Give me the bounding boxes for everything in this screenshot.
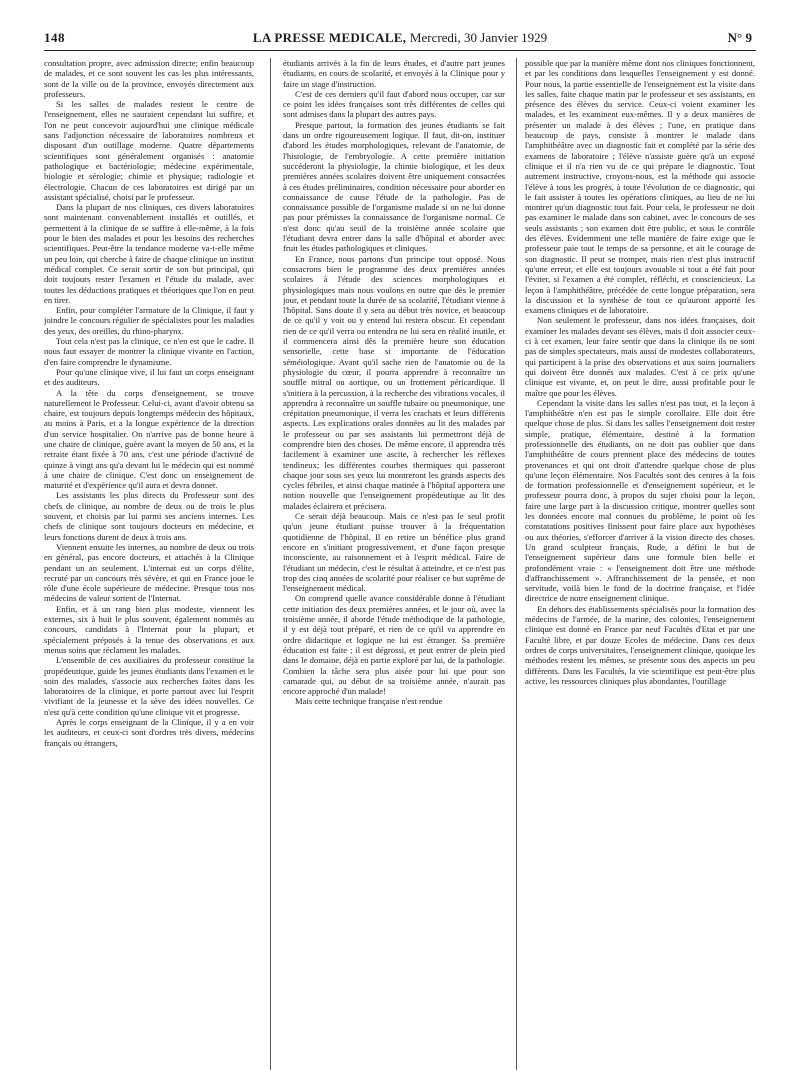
running-header [0, 30, 800, 46]
paragraph: possible que par la manière même dont nos cliniques fonctionnent, et par les conditions dans lesquelles l'enseignement y est donné. Pour nous, la partie essentielle de l'enseignement est la visite dans les salles, faite chaque matin par le professeur et ses assistants, en présence des élèves du service. Ceux-ci voient examiner les malades, et les examinent eux-mêmes. Il y a deux manières de présenter un malade à des élèves ; l'une, en pratique dans beaucoup de pays, consiste à montrer le malade dans l'amphithéâtre avec un diagnostic fait et complété par la série des examens de laboratoire ; l'élève n'assiste guère qu'à un exposé clinique et il n'a rien vu de ce qui prépare le diagnostic. Tout autrement instructive, croyons-nous, est la méthode qui associe l'élève à tous les progrès, à toute l'évolution de ce diagnostic, qui le fait assister à toutes les opérations cliniques, au lieu de ne lui montrer qu'un diagnostic tout fait. Pour cela, le professeur ne doit pas examiner le malade dans son cabinet, avec le concours de ses seuls assistants ; son examen doit être public, et sous le contrôle des élèves. Evidemment une telle manière de faire exige que le professeur paie tout le temps de sa personne, et ait le courage de son diagnostic. Il peut se tromper, mais rien n'est plus instructif qu'une erreur, et elle est toujours avouable si tout a été fait pour l'éviter, si l'examen a été complet, réfléchi, et consciencieux. La leçon à l'amphithéâtre, précédée de cette longue préparation, sera la discussion et la synthèse de tout ce qu'auront apporté les examens cliniques et de laboratoire. [525, 58, 755, 316]
paragraph: Pour qu'une clinique vive, il lui faut un corps enseignant et des auditeurs. [44, 366, 254, 388]
journal-title: LA PRESSE MEDICALE, [252, 30, 407, 45]
paragraph: Dans la plupart de nos cliniques, ces divers laboratoires sont maintenant convenablement installés et outillés, et permettent à la clinique de se suffire à elle-même, à la fois pour le bien des malades et pour les besoins des recherches scientifiques. Peut-être la tendance moderne va-t-elle même un peu loin, qui cherche à faire de chaque clinique un institut médical complet. Ce serait sortir de son but principal, qui doit toujours rester l'examen et l'étude du malade, avec toutes les déductions pratiques et théoriques que l'on en peut en tirer. [44, 202, 254, 305]
paragraph: Tout cela n'est pas la clinique, ce n'en est que le cadre. Il nous faut essayer de montrer la clinique vivante en l'action, d'en faire comprendre le dynamisme. [44, 336, 254, 367]
paragraph: En dehors des établissements spécialisés pour la formation des médecins de l'armée, de la marine, des colonies, l'enseignement clinique est donné en France par neuf Facultés d'Etat et par une Faculté libre, et par douze Ecoles de médecine. Dans ces deux ordres de corps universitaires, l'enseignement clinique, quoique les méthodes restent les mêmes, se présente sous des aspects un peu différents. Dans les Facultés, la vie scientifique est peut-être plus active, les ressources cliniques plus abondantes, l'outillage [525, 603, 755, 686]
paragraph: Si les salles de malades restent le centre de l'enseignement, elles ne sauraient cependant lui suffire, et l'on ne peut concevoir aujourd'hui une clinique médicale sans l'adjonction nécessaire de laboratoires nombreux et disposant d'un outillage moderne. Quatre départements scientifiques sont généralement organisés : anatomie pathologique et bactériologie; médecine expérimentale, biologie et sérologie; chimie et physique; radiologie et électrologie. Chacun de ces laboratoires est dirigé par un assistant spécialisé, choisi par le professeur. [44, 99, 254, 202]
header-rule [44, 50, 756, 51]
issue-number: N° 9 [727, 30, 752, 45]
column-divider [516, 58, 517, 1070]
text-column-3 [525, 58, 755, 1070]
paragraph: Enfin, pour compléter l'armature de la Clinique, il faut y joindre le concours régulier de spécialistes pour les maladies des yeux, des oreilles, du rhino-pharynx. [44, 305, 254, 336]
text-column-2 [283, 58, 505, 1070]
paragraph: étudiants arrivés à la fin de leurs études, et d'autre part jeunes étudiants, en cours de scolarité, et envoyés à la Clinique pour y faire un stage d'instruction. [283, 58, 505, 89]
paragraph: Les assistants les plus directs du Professeur sont des chefs de clinique, au nombre de deux ou de trois le plus souvent, et choisis par lui parmi ses anciens internes. Les chefs de clinique sont toujours docteurs en médecine, et leurs fonctions durent de deux à trois ans. [44, 490, 254, 542]
text-column-1 [44, 58, 254, 1070]
paragraph: L'ensemble de ces auxiliaires du professeur constitue la propédeutique, guide les jeunes étudiants dans l'examen et le soin des malades, s'associe aux recherches faites dans les laboratoires de la clinique, et porte partout avec lui l'esprit vivifiant de la jeunesse et la sève des idées nouvelles. Ce n'est qu'à cette condition qu'une clinique vit et progresse. [44, 655, 254, 717]
page-number: 148 [44, 30, 65, 45]
column-divider [270, 58, 271, 1070]
paragraph: Non seulement le professeur, dans nos idées françaises, doit examiner les malades devant ses élèves, mais il doit associer ceux-ci à cet examen, leur faire sentir que dans la clinique ils ne sont pas de simples spectateurs, mais aussi de modestes collaborateurs, qui participent à la prise des observations et aux soins journaliers qui doivent être donnés aux malades. C'est à ce prix qu'une clinique est vivante, et, on peut le dire, aussi profitable pour le maître que pour les élèves. [525, 315, 755, 398]
paragraph: Enfin, et à un rang bien plus modeste, viennent les externes, six à huit le plus souvent, également nommés au concours, candidats à l'Internat pour la plupart, et spécialement préposés à la tenue des observations et aux menus soins que réclament les malades. [44, 603, 254, 655]
paragraph: Presque partout, la formation des jeunes étudiants se fait dans un ordre rigoureusement logique. Il faut, dit-on, instituer d'abord les études morphologiques, relevant de l'anatomie, de l'histologie, de l'embryologie. A cette première initiation succéderont la physiologie, la chimie biologique, et les deux premières années scolaires doivent être uniquement consacrées à ces études préliminaires, condition nécessaire pour aborder en connaissance de cause l'étude de la pathologie. Pas de connaissance possible de l'organisme malade si on ne lui donne pas pour prémisses la connaissance de l'organisme normal. Ce n'est donc qu'au seuil de la troisième année scolaire que l'étudiant devra entrer dans la salle d'hôpital et aborder avec fruit les études pathologiques et cliniques. [283, 119, 505, 254]
paragraph: consultation propre, avec admission directe; enfin beaucoup de malades, et ce sont souvent les cas les plus intéressants, sont de la ville ou de la province, envoyés directement aux professeurs. [44, 58, 254, 99]
paragraph: Après le corps enseignant de la Clinique, il y a en voir les auditeurs, et ceux-ci sont d'ordres très divers, médecins français ou étrangers, [44, 717, 254, 748]
paragraph: Ce serait déjà beaucoup. Mais ce n'est pas le seul profit qu'un jeune étudiant puisse trouver à la fréquentation quotidienne de l'hôpital. Il en retire un bénéfice plus grand encore en s'initiant progressivement, et d'une façon presque inconsciente, au raisonnement et à l'esprit médical. Faire de l'étudiant un médecin, c'est le résultat à atteindre, et ce n'est pas trop des cinq années de scolarité pour réaliser ce but suprême de l'enseignement médical. [283, 511, 505, 594]
paragraph: C'est de ces derniers qu'il faut d'abord nous occuper, car sur ce point les idées françaises sont très différentes de celles qui sont admises dans la plupart des autres pays. [283, 88, 505, 120]
paragraph: Mais cette technique française n'est rendue [295, 696, 443, 707]
paragraph: A la tête du corps d'enseignement, se trouve naturellement le Professeur. Celui-ci, avant d'avoir obtenu sa chaire, est toujours depuis longtemps médecin des hôpitaux, au moins à Paris, et a la longue expérience de la direction d'un service hospitalier. On n'arrive pas de bonne heure à une chaire de clinique, guère avant la moyen de 50 ans, et la retraite étant fixée à 70 ans, c'est une période d'activité de quinze à vingt ans qu'a devant lui le médecin qui est nommé à une chaire de clinique. C'est donc un enseignement de maturité et d'expérience qu'il aura et devra donner. [44, 387, 254, 491]
paragraph: Cependant la visite dans les salles n'est pas tout, et la leçon à l'amphithéâtre n'en est pas le simple corollaire. Elle doit être quelque chose de plus. Si dans les salles l'enseignement doit rester simple, pratique, élémentaire, destiné à la formation professionnelle des étudiants, on ne doit pas oublier que dans l'amphithéâtre de cours prennent place des médecins de toutes provenances et qui ont droit d'attendre quelque chose de plus qu'une leçon élémentaire. Nos Facultés sont des centres à la fois de formation professionnelle et d'enseignement supérieur, et le professeur pourra donc, à propos du sujet choisi pour la leçon, faire une large part à la discussion critique, montrer quelles sont les données encore mal connues du problème, le point où les constatations positives finissent pour faire place aux hypothèses ou aux théories, s'efforcer d'arriver à la vision directe des choses. Un grand sculpteur français, Rude, a défini le but de l'enseignement supérieur dans une formule bien belle et profondément vraie : « l'enseignement doit être une méthode d'affranchissement ». Affranchissement de la pensée, et non servitude, voilà bien le fond de la doctrine française, et l'idée directrice de notre enseignement clinique. [525, 397, 755, 604]
paragraph: Viennent ensuite les internes, au nombre de deux ou trois en général, pas encore docteurs, et attachés à la Clinique pendant un an seulement. L'internat est un corps d'élite, recruté par un concours très sévère, et qui en France joue le rôle d'une école supérieure de médecine. Presque tous nos médecins de valeur sortent de l'Internat. [44, 541, 254, 604]
paragraph: En France, nous partons d'un principe tout opposé. Nous consacrons bien le programme des deux premières années scolaires à l'étude des sciences morphologiques et physiologiques mais nous voulons en outre que dès le premier jour, et pendant toute la durée de sa scolarité, l'étudiant vienne à l'hôpital. Sans doute il y sera au début très novice, et beaucoup de ce qu'il y voit ou y entend lui restera obscur. Et cependant rien de ce qu'il verra ou entendra ne lui sera en réalité inutile, et il commencera ainsi dès la première heure son éducation sensorielle, cette base si importante de l'éducation séméiologique. Avant qu'il sache rien de l'anatomie ou de la physiologie du cœur, il pourra apprendre à reconnaître un souffle mitral ou aortique, ou un frottement péricardique. Il s'initiera à la percussion, à la recherche des vibrations vocales, il apprendra à reconnaître un souffle tubaire ou pneumonique, une crépitation pneumonique, il verra les crachats et leurs différents aspects. Les explications orales données au lit des malades par le professeur ou par ses assistants lui permettront déjà de comprendre bien des choses. De même encore, il apprendra très facilement à examiner une ascite, à rechercher les réflexes tendineux; les différentes courbes thermiques qui passeront chaque jour sous ses yeux lui montreront les grands aspects des cycles fébriles, et ainsi chaque matinée à l'hôpital apportera une notion nouvelle que l'enseignement propédeutique au lit des malades éclairera et précisera. [283, 253, 505, 511]
issue-date: Mercredi, 30 Janvier 1929 [409, 30, 548, 45]
paragraph: On comprend quelle avance considérable donne à l'étudiant cette initiation des deux premières années, et le jour où, avec la troisième année, il aborde l'étude méthodique de la pathologie, il y est déjà tout préparé, et rien de ce qu'il va apprendre en ordre didactique et logique ne lui est étranger. Sa première éducation est faite ; il est dégrossi, et peut entrer de plein pied dans le domaine, déjà en partie exploré par lui, de la pathologie. Combien la tâche sera plus aisée pour lui que pour son camarade qui, au début de sa troisième année, n'aurait pas encore approché d'un malade! [283, 593, 505, 697]
